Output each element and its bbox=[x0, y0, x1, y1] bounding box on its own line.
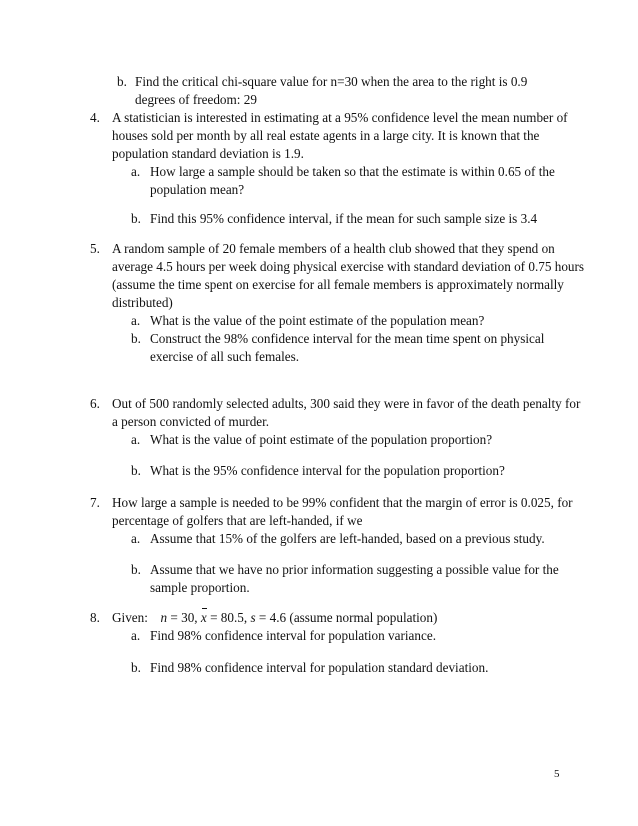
q6-number: 6. bbox=[90, 396, 100, 411]
page-number: 5 bbox=[554, 768, 560, 780]
q5-line-4: distributed) bbox=[112, 295, 173, 310]
q3b-line-1: Find the critical chi-square value for n=30 when the area to the right is 0.9 bbox=[135, 74, 528, 89]
q7b-line-2: sample proportion. bbox=[150, 580, 250, 595]
q8-given-label: Given: bbox=[112, 610, 148, 625]
q8a-line-1: Find 98% confidence interval for population variance. bbox=[150, 628, 436, 643]
q8-given-line bbox=[112, 609, 437, 626]
q8-note: (assume normal population) bbox=[286, 610, 438, 625]
q5-line-1: A random sample of 20 female members of a health club showed that they spend on bbox=[112, 241, 555, 256]
q5b-line-1: Construct the 98% confidence interval for the mean time spent on physical bbox=[150, 331, 545, 346]
q8b-marker: b. bbox=[131, 660, 141, 675]
q5b-line-2: exercise of all such females. bbox=[150, 349, 300, 364]
q4-number: 4. bbox=[90, 110, 100, 125]
q4b-line-1: Find this 95% confidence interval, if the mean for such sample size is 3.4 bbox=[150, 211, 538, 226]
q6b-marker: b. bbox=[131, 463, 141, 478]
q8-n-symbol: n bbox=[160, 610, 168, 625]
q3b-line-2: degrees of freedom: 29 bbox=[135, 92, 257, 107]
q4b-marker: b. bbox=[131, 211, 141, 226]
q6b-line-1: What is the 95% confidence interval for the population proportion? bbox=[150, 463, 505, 478]
q5a-line-1: What is the value of the point estimate of the population mean? bbox=[150, 313, 485, 328]
q4a-line-2: population mean? bbox=[150, 182, 245, 197]
q5-line-3: (assume the time spent on exercise for all female members is approximately normally bbox=[112, 277, 564, 292]
q3b-marker: b. bbox=[117, 74, 127, 89]
q8-number: 8. bbox=[90, 610, 100, 625]
q4a-line-1: How large a sample should be taken so that the estimate is within 0.65 of the bbox=[150, 164, 555, 179]
q6a-line-1: What is the value of point estimate of the population proportion? bbox=[150, 432, 493, 447]
q7a-marker: a. bbox=[131, 531, 141, 546]
q4a-marker: a. bbox=[131, 164, 141, 179]
q8b-line-1: Find 98% confidence interval for population standard deviation. bbox=[150, 660, 489, 675]
q5b-marker: b. bbox=[131, 331, 141, 346]
q4-line-2: houses sold per month by all real estate agents in a large city. It is known that the bbox=[112, 128, 540, 143]
q8-x-value: = 80.5, bbox=[206, 610, 251, 625]
q8-s-value: = 4.6 bbox=[255, 610, 287, 625]
q7b-line-1: Assume that we have no prior information suggesting a possible value for the bbox=[150, 562, 559, 577]
q7b-marker: b. bbox=[131, 562, 141, 577]
q7a-line-1: Assume that 15% of the golfers are left-handed, based on a previous study. bbox=[150, 531, 545, 546]
q5a-marker: a. bbox=[131, 313, 141, 328]
q6-line-1: Out of 500 randomly selected adults, 300 said they were in favor of the death penalty for bbox=[112, 396, 581, 411]
q4-line-1: A statistician is interested in estimating at a 95% confidence level the mean number of bbox=[112, 110, 568, 125]
q6-line-2: a person convicted of murder. bbox=[112, 414, 270, 429]
q7-number: 7. bbox=[90, 495, 100, 510]
q7-line-2: percentage of golfers that are left-handed, if we bbox=[112, 513, 363, 528]
q8-s-symbol: s bbox=[250, 610, 256, 625]
q6a-marker: a. bbox=[131, 432, 141, 447]
q8-n-value: = 30, bbox=[167, 610, 201, 625]
q4-line-3: population standard deviation is 1.9. bbox=[112, 146, 304, 161]
q8-xbar-symbol: x bbox=[200, 610, 207, 625]
q5-line-2: average 4.5 hours per week doing physical exercise with standard deviation of 0.75 hours bbox=[112, 259, 585, 274]
q7-line-1: How large a sample is needed to be 99% confident that the margin of error is 0.025, for bbox=[112, 495, 573, 510]
q5-number: 5. bbox=[90, 241, 100, 256]
q8a-marker: a. bbox=[131, 628, 141, 643]
